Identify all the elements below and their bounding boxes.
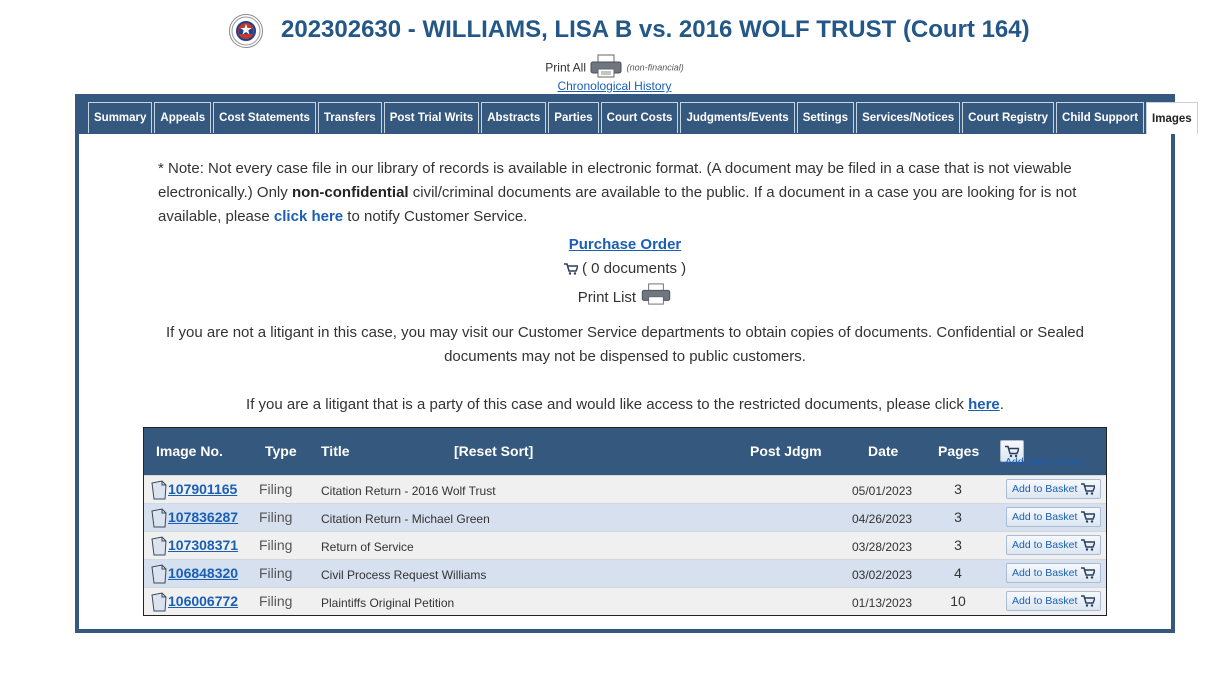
tab-court-registry[interactable]: Court Registry (962, 102, 1054, 133)
header-pages[interactable]: Pages (938, 443, 980, 459)
image-number-link[interactable]: 107308371 (168, 537, 239, 553)
header-post-jdgm[interactable]: Post Jdgm (750, 443, 822, 459)
case-panel (75, 94, 1192, 633)
add-entire-case-button[interactable] (1000, 440, 1082, 468)
add-to-basket-label: Add to Basket (1012, 567, 1078, 579)
row-pages: 3 (954, 509, 962, 525)
document-icon (151, 564, 167, 584)
row-type: Filing (259, 537, 293, 553)
document-icon (151, 536, 167, 556)
row-title: Plaintiffs Original Petition (321, 596, 455, 610)
tab-services-notices[interactable]: Services/Notices (856, 102, 960, 133)
litigant-access-text (75, 393, 1175, 417)
tab-appeals[interactable]: Appeals (154, 102, 211, 133)
add-to-basket-button[interactable] (1006, 535, 1101, 555)
row-title: Return of Service (321, 540, 414, 554)
row-title: Citation Return - Michael Green (321, 512, 490, 526)
add-to-basket-button[interactable] (1006, 507, 1101, 527)
add-to-basket-button[interactable] (1006, 479, 1101, 499)
documents-count: ( 0 documents ) (581, 260, 687, 277)
table-row (144, 503, 1106, 531)
row-title: Civil Process Request Williams (321, 568, 487, 582)
row-date: 01/13/2023 (852, 596, 913, 610)
header-type[interactable]: Type (265, 443, 297, 459)
images-table (143, 427, 1107, 616)
tab-judgments-events[interactable]: Judgments/Events (680, 102, 794, 133)
add-to-basket-label: Add to Basket (1012, 595, 1078, 607)
litigant-text: If you are a litigant that is a party of this case and would like access to the restricted documents, please click (246, 396, 969, 413)
add-entire-case-label: Add Entire Case (1005, 456, 1082, 468)
row-title: Citation Return - 2016 Wolf Trust (321, 484, 496, 498)
add-to-basket-button[interactable] (1006, 591, 1101, 611)
tab-post-trial-writs[interactable]: Post Trial Writs (384, 102, 480, 133)
table-row (144, 475, 1106, 503)
add-to-basket-label: Add to Basket (1012, 483, 1078, 495)
print-list-printer-icon[interactable] (640, 283, 672, 313)
tab-cost-statements[interactable]: Cost Statements (213, 102, 316, 133)
tab-settings[interactable]: Settings (797, 102, 854, 133)
row-type: Filing (259, 565, 293, 581)
chronological-history-link[interactable]: Chronological History (557, 79, 672, 93)
print-list-label: Print List (577, 288, 637, 306)
image-number-link[interactable]: 107901165 (168, 481, 238, 497)
document-icon (151, 592, 167, 612)
print-all (0, 54, 1229, 81)
header-date[interactable]: Date (868, 443, 899, 459)
image-number-link[interactable]: 106006772 (168, 593, 239, 609)
row-pages: 3 (954, 481, 962, 497)
row-date: 04/26/2023 (852, 512, 913, 526)
image-number-link[interactable]: 107836287 (168, 509, 239, 525)
note-text-3: to notify Customer Service. (343, 208, 528, 225)
reset-sort-link[interactable]: [Reset Sort] (454, 443, 534, 459)
purchase-order-link[interactable]: Purchase Order (568, 236, 682, 253)
basket-icon (1081, 483, 1095, 495)
county-seal-logo (229, 14, 263, 48)
tab-images[interactable]: Images (1146, 102, 1198, 134)
table-row (144, 559, 1106, 587)
cart-icon (564, 259, 578, 283)
chronological-history (0, 79, 1229, 93)
image-number-link[interactable]: 106848320 (168, 565, 239, 581)
row-pages: 3 (954, 537, 962, 553)
basket-icon (1081, 539, 1095, 551)
row-pages: 4 (954, 565, 962, 581)
add-to-basket-label: Add to Basket (1012, 511, 1078, 523)
print-all-printer-icon[interactable] (589, 54, 623, 81)
tab-child-support[interactable]: Child Support (1056, 102, 1144, 133)
row-date: 03/28/2023 (852, 540, 913, 554)
add-to-basket-button[interactable] (1006, 563, 1101, 583)
basket-icon (1081, 567, 1095, 579)
notify-click-here-link[interactable]: click here (273, 208, 344, 225)
document-icon (151, 508, 167, 528)
table-header (144, 428, 1106, 475)
row-pages: 10 (950, 593, 966, 609)
row-type: Filing (259, 593, 293, 609)
purchase-order-block (75, 233, 1175, 313)
availability-note (158, 157, 1088, 229)
page-header (0, 10, 1229, 50)
customer-service-text: If you are not a litigant in this case, you may visit our Customer Service departments to obtain copies of documents. Confidential or Sealed documents may not be dispensed to public customers. (166, 324, 1084, 365)
note-bold: non-confidential (291, 184, 409, 201)
tab-parties[interactable]: Parties (548, 102, 598, 133)
row-date: 05/01/2023 (852, 484, 913, 498)
tab-court-costs[interactable]: Court Costs (601, 102, 679, 133)
table-row (144, 587, 1106, 615)
restricted-access-here-link[interactable]: here (968, 396, 1000, 413)
tab-bar (88, 102, 1200, 134)
print-all-note: (non-financial) (626, 62, 684, 73)
case-title: 202302630 - WILLIAMS, LISA B vs. 2016 WOLF TRUST (Court 164) (281, 16, 1030, 43)
note-text-1: * Note: Not every case file in our library of records is available in electronic format. (A document may be filed in a case that is not viewable electronically.) Only (158, 160, 1072, 201)
note-text-2: civil/criminal documents are available to the public. If a document in a case you are looking for is not available, please (158, 184, 1077, 225)
header-title[interactable]: Title (321, 443, 350, 459)
tab-transfers[interactable]: Transfers (318, 102, 382, 133)
table-row (144, 531, 1106, 559)
tab-summary[interactable]: Summary (88, 102, 152, 133)
litigant-end: . (999, 396, 1004, 413)
header-image-no[interactable]: Image No. (156, 443, 223, 459)
document-icon (151, 480, 167, 500)
tab-abstracts[interactable]: Abstracts (481, 102, 546, 133)
row-date: 03/02/2023 (852, 568, 913, 582)
row-type: Filing (259, 481, 293, 497)
add-to-basket-label: Add to Basket (1012, 539, 1078, 551)
basket-icon (1081, 595, 1095, 607)
row-type: Filing (259, 509, 293, 525)
print-all-label: Print All (545, 60, 586, 75)
basket-icon (1081, 511, 1095, 523)
